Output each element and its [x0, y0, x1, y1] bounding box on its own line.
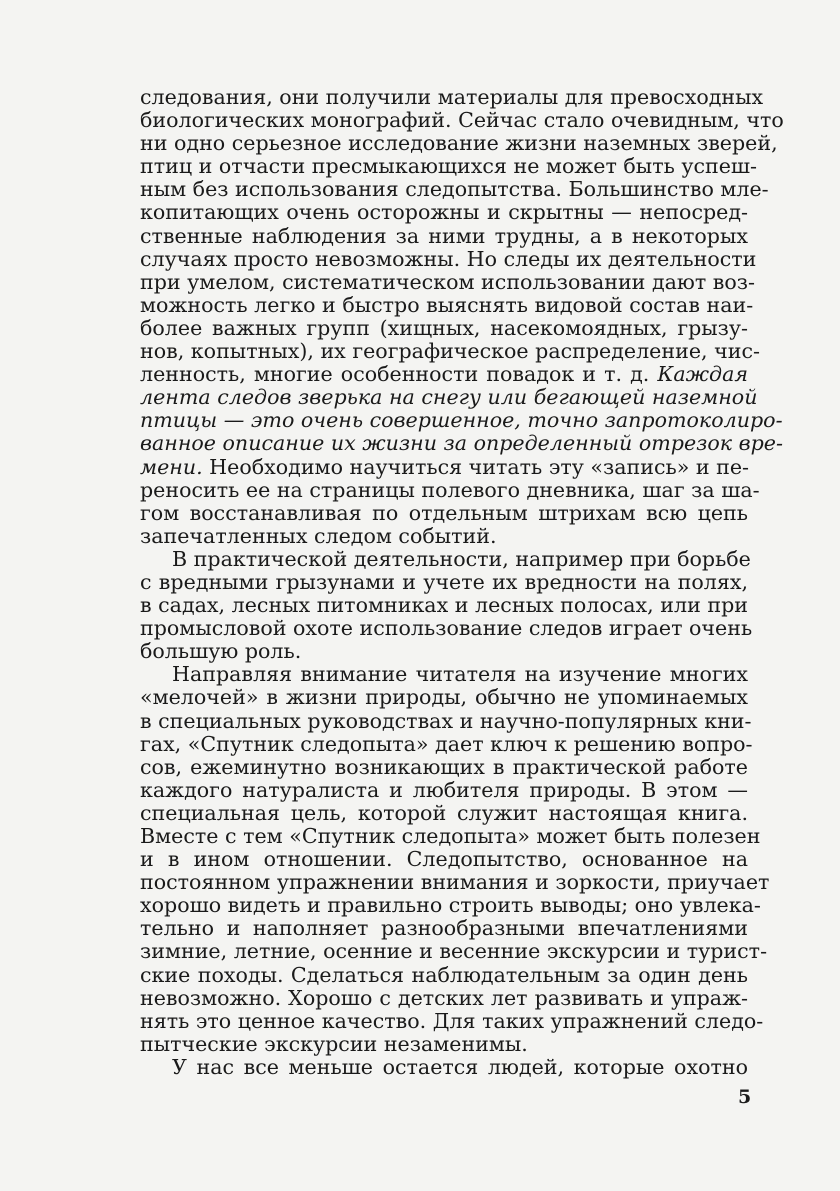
text-line: [140, 85, 764, 109]
text-line: [140, 477, 760, 502]
text-segment: ным без использования следопытства. Большинство мле-: [140, 177, 769, 202]
text-line: [140, 917, 748, 940]
text-line: [140, 594, 748, 617]
text-segment: ские походы. Сделаться наблюдательным за один день: [140, 962, 748, 987]
text-segment: гом восстанавливая по отдельным штрихам всю цепь: [140, 500, 748, 525]
text-line: [140, 246, 757, 271]
text-line: [140, 108, 784, 133]
text-line: [140, 964, 748, 987]
text-line: [140, 616, 753, 641]
text-segment: с вредными грызунами и учете их вредности на полях,: [140, 569, 748, 594]
text-line: [140, 686, 748, 709]
text-segment: Необходимо научиться читать эту «запись» и пе-: [202, 454, 749, 479]
text-line: [140, 1008, 764, 1033]
text-line: [140, 870, 770, 895]
text-segment: и в ином отношении. Следопытство, основанное на: [140, 847, 748, 872]
text-segment: невозможно. Хорошо с детских лет развивать и упраж-: [140, 985, 748, 1010]
text-segment: промысловой охоте использование следов играет очень: [140, 616, 753, 641]
text-segment: реносить ее на страницы полевого дневника, шаг за ша-: [140, 477, 760, 502]
text-segment: нять это ценное качество. Для таких упражнений следо-: [140, 1008, 764, 1033]
text-line: [140, 225, 748, 248]
text-segment: в специальных руководствах и научно-популярных кни-: [140, 708, 752, 733]
body-text: [140, 85, 784, 1079]
text-segment: запечатленных следом событий.: [140, 523, 497, 548]
text-line: [140, 987, 748, 1010]
text-segment: сов, ежеминутно возникающих в практической работе: [140, 754, 748, 779]
text-line: [140, 339, 760, 364]
text-segment: при умелом, систематическом использовании дают воз-: [140, 269, 755, 294]
text-line: [140, 317, 748, 340]
text-line: [140, 177, 769, 202]
italic-text: птицы — это очень совершенное, точно запротоколиро-: [140, 408, 783, 433]
text-segment: в садах, лесных питомниках и лесных полосах, или при: [140, 593, 748, 618]
text-segment: гах, «Спутник следопыта» дает ключ к решению вопро-: [140, 731, 753, 756]
text-line: [140, 363, 748, 386]
text-line: [140, 292, 754, 317]
text-line: [140, 502, 748, 525]
text-line: [140, 848, 748, 871]
text-segment: биологических монографий. Сейчас стало очевидным, что: [140, 108, 784, 133]
text-line: [140, 201, 748, 224]
text-segment: пытческие экскурсии незаменимы.: [140, 1031, 528, 1056]
text-line: [140, 893, 761, 918]
text-segment: можность легко и быстро выяснять видовой состав наи-: [140, 292, 754, 317]
text-line: [140, 385, 758, 410]
italic-text: ванное описание их жизни за определенный отрезок вре-: [140, 431, 783, 456]
text-segment: тельно и наполняет разнообразными впечатлениями: [140, 916, 748, 941]
text-segment: птиц и отчасти пресмыкающихся не может быть успеш-: [140, 154, 758, 179]
text-segment: копитающих очень осторожны и скрытны — непосред-: [140, 200, 748, 225]
text-segment: хорошо видеть и правильно строить выводы; оно увлека-: [140, 893, 761, 918]
text-line: [140, 269, 755, 294]
text-line: [140, 525, 748, 548]
text-line: [140, 731, 753, 756]
text-line: [140, 571, 748, 594]
text-line: [140, 456, 748, 479]
page-number: 5: [738, 1086, 752, 1108]
text-segment: более важных групп (хищных, насекомоядных, грызу-: [140, 315, 748, 340]
text-segment: зимние, летние, осенние и весенние экскурсии и турист-: [140, 939, 768, 964]
text-segment: большую роль.: [140, 639, 302, 664]
text-segment: каждого натуралиста и любителя природы. В этом —: [140, 777, 748, 802]
text-line: [140, 939, 768, 964]
text-line: [140, 779, 748, 802]
text-segment: случаях просто невозможны. Но следы их деятельности: [140, 246, 757, 271]
text-line: [140, 131, 778, 156]
text-line: [140, 640, 748, 663]
text-segment: постоянном упражнении внимания и зоркости, приучает: [140, 870, 770, 895]
text-segment: нов, копытных), их географическое распределение, чис-: [140, 339, 760, 364]
italic-text: Каждая: [657, 362, 748, 387]
text-line: [140, 663, 748, 686]
text-line: [140, 802, 748, 825]
text-line: [140, 708, 752, 733]
italic-text: лента следов зверька на снегу или бегающей наземной: [140, 385, 758, 410]
text-line: [140, 154, 758, 179]
text-segment: ни одно серьезное исследование жизни наземных зверей,: [140, 131, 778, 156]
text-segment: следования, они получили материалы для превосходных: [140, 85, 764, 109]
text-segment: Направляя внимание читателя на изучение многих: [172, 662, 748, 687]
text-segment: ственные наблюдения за ними трудны, а в некоторых: [140, 223, 748, 248]
text-line: [140, 756, 748, 779]
text-line: [140, 1056, 748, 1079]
text-segment: В практической деятельности, например при борьбе: [172, 546, 751, 571]
text-line: [140, 824, 761, 848]
text-segment: специальная цель, которой служит настоящая книга.: [140, 800, 748, 825]
text-line: [140, 546, 751, 571]
text-line: [140, 431, 783, 456]
text-segment: У нас все меньше остается людей, которые охотно: [172, 1054, 748, 1079]
text-segment: «мелочей» в жизни природы, обычно не упоминаемых: [140, 685, 748, 710]
text-line: [140, 1033, 748, 1056]
text-segment: Вместе с тем «Спутник следопыта» может быть полезен: [140, 824, 761, 848]
text-segment: ленность, многие особенности повадок и т. д.: [140, 362, 658, 387]
text-line: [140, 408, 783, 433]
italic-text: мени.: [140, 454, 203, 479]
